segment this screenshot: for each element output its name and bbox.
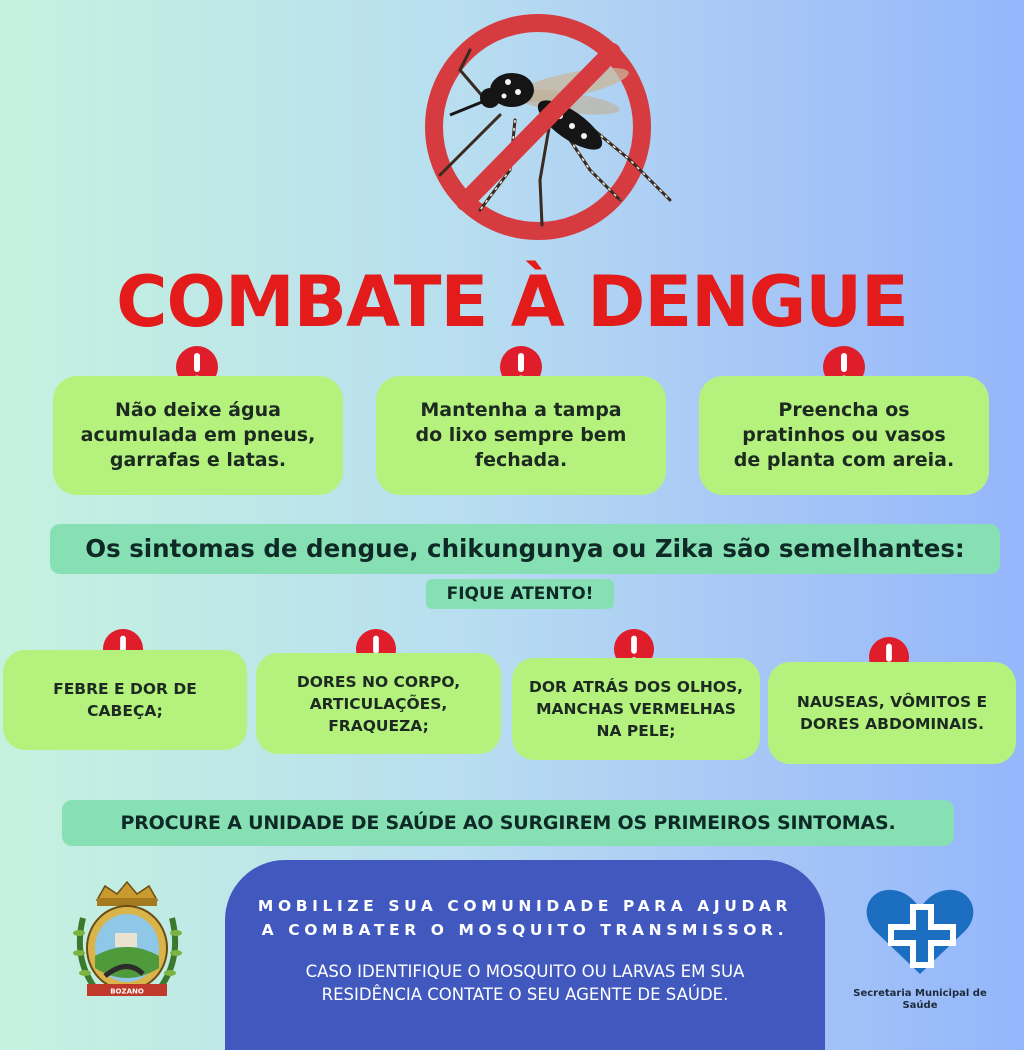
symptom-card (3, 650, 247, 750)
coat-of-arms-text: BOZANO (110, 987, 144, 996)
symptom-card (512, 658, 760, 760)
symptom-card (768, 662, 1016, 764)
tip-text: Preencha os pratinhos ou vasos de planta com areia. (733, 399, 955, 471)
symptom-card (256, 653, 501, 754)
symptoms-heading: Os sintomas de dengue, chikungunya ou Zika são semelhantes: (50, 524, 1000, 574)
contact-line-2: RESIDÊNCIA CONTATE O SEU AGENTE DE SAÚDE. (321, 985, 729, 1004)
page-title: COMBATE À DENGUE (116, 261, 908, 343)
symptom-text: DORES NO CORPO, ARTICULAÇÕES, FRAQUEZA; (296, 672, 461, 735)
mobilize-line-2: A COMBATER O MOSQUITO TRANSMISSOR. (261, 921, 789, 939)
health-secretariat-line-1: Secretaria Municipal de (853, 988, 987, 999)
health-secretariat-name (840, 988, 1000, 1012)
symptom-text: FEBRE E DOR DE CABEÇA; (53, 680, 197, 720)
no-mosquito-icon (420, 10, 690, 250)
health-secretariat-line-2: Saúde (902, 1000, 938, 1011)
mobilization-panel (225, 860, 825, 1050)
coat-of-arms-logo (65, 878, 190, 1006)
tip-card (53, 376, 343, 495)
symptom-text: DOR ATRÁS DOS OLHOS, MANCHAS VERMELHAS NA PELE; (528, 678, 744, 740)
mobilize-line-1: MOBILIZE SUA COMUNIDADE PARA AJUDAR (257, 897, 793, 915)
health-heart-cross-logo (864, 886, 976, 978)
tip-card (699, 376, 989, 495)
tip-text: Mantenha a tampa do lixo sempre bem fechada. (415, 399, 627, 471)
tip-card (376, 376, 666, 495)
call-to-action: PROCURE A UNIDADE DE SAÚDE AO SURGIREM OS PRIMEIROS SINTOMAS. (62, 800, 954, 846)
symptom-text: NAUSEAS, VÔMITOS E DORES ABDOMINAIS. (796, 693, 988, 733)
tip-text: Não deixe água acumulada em pneus, garrafas e latas. (80, 399, 316, 471)
alert-badge: FIQUE ATENTO! (426, 579, 614, 609)
contact-line-1: CASO IDENTIFIQUE O MOSQUITO OU LARVAS EM SUA (305, 962, 745, 981)
